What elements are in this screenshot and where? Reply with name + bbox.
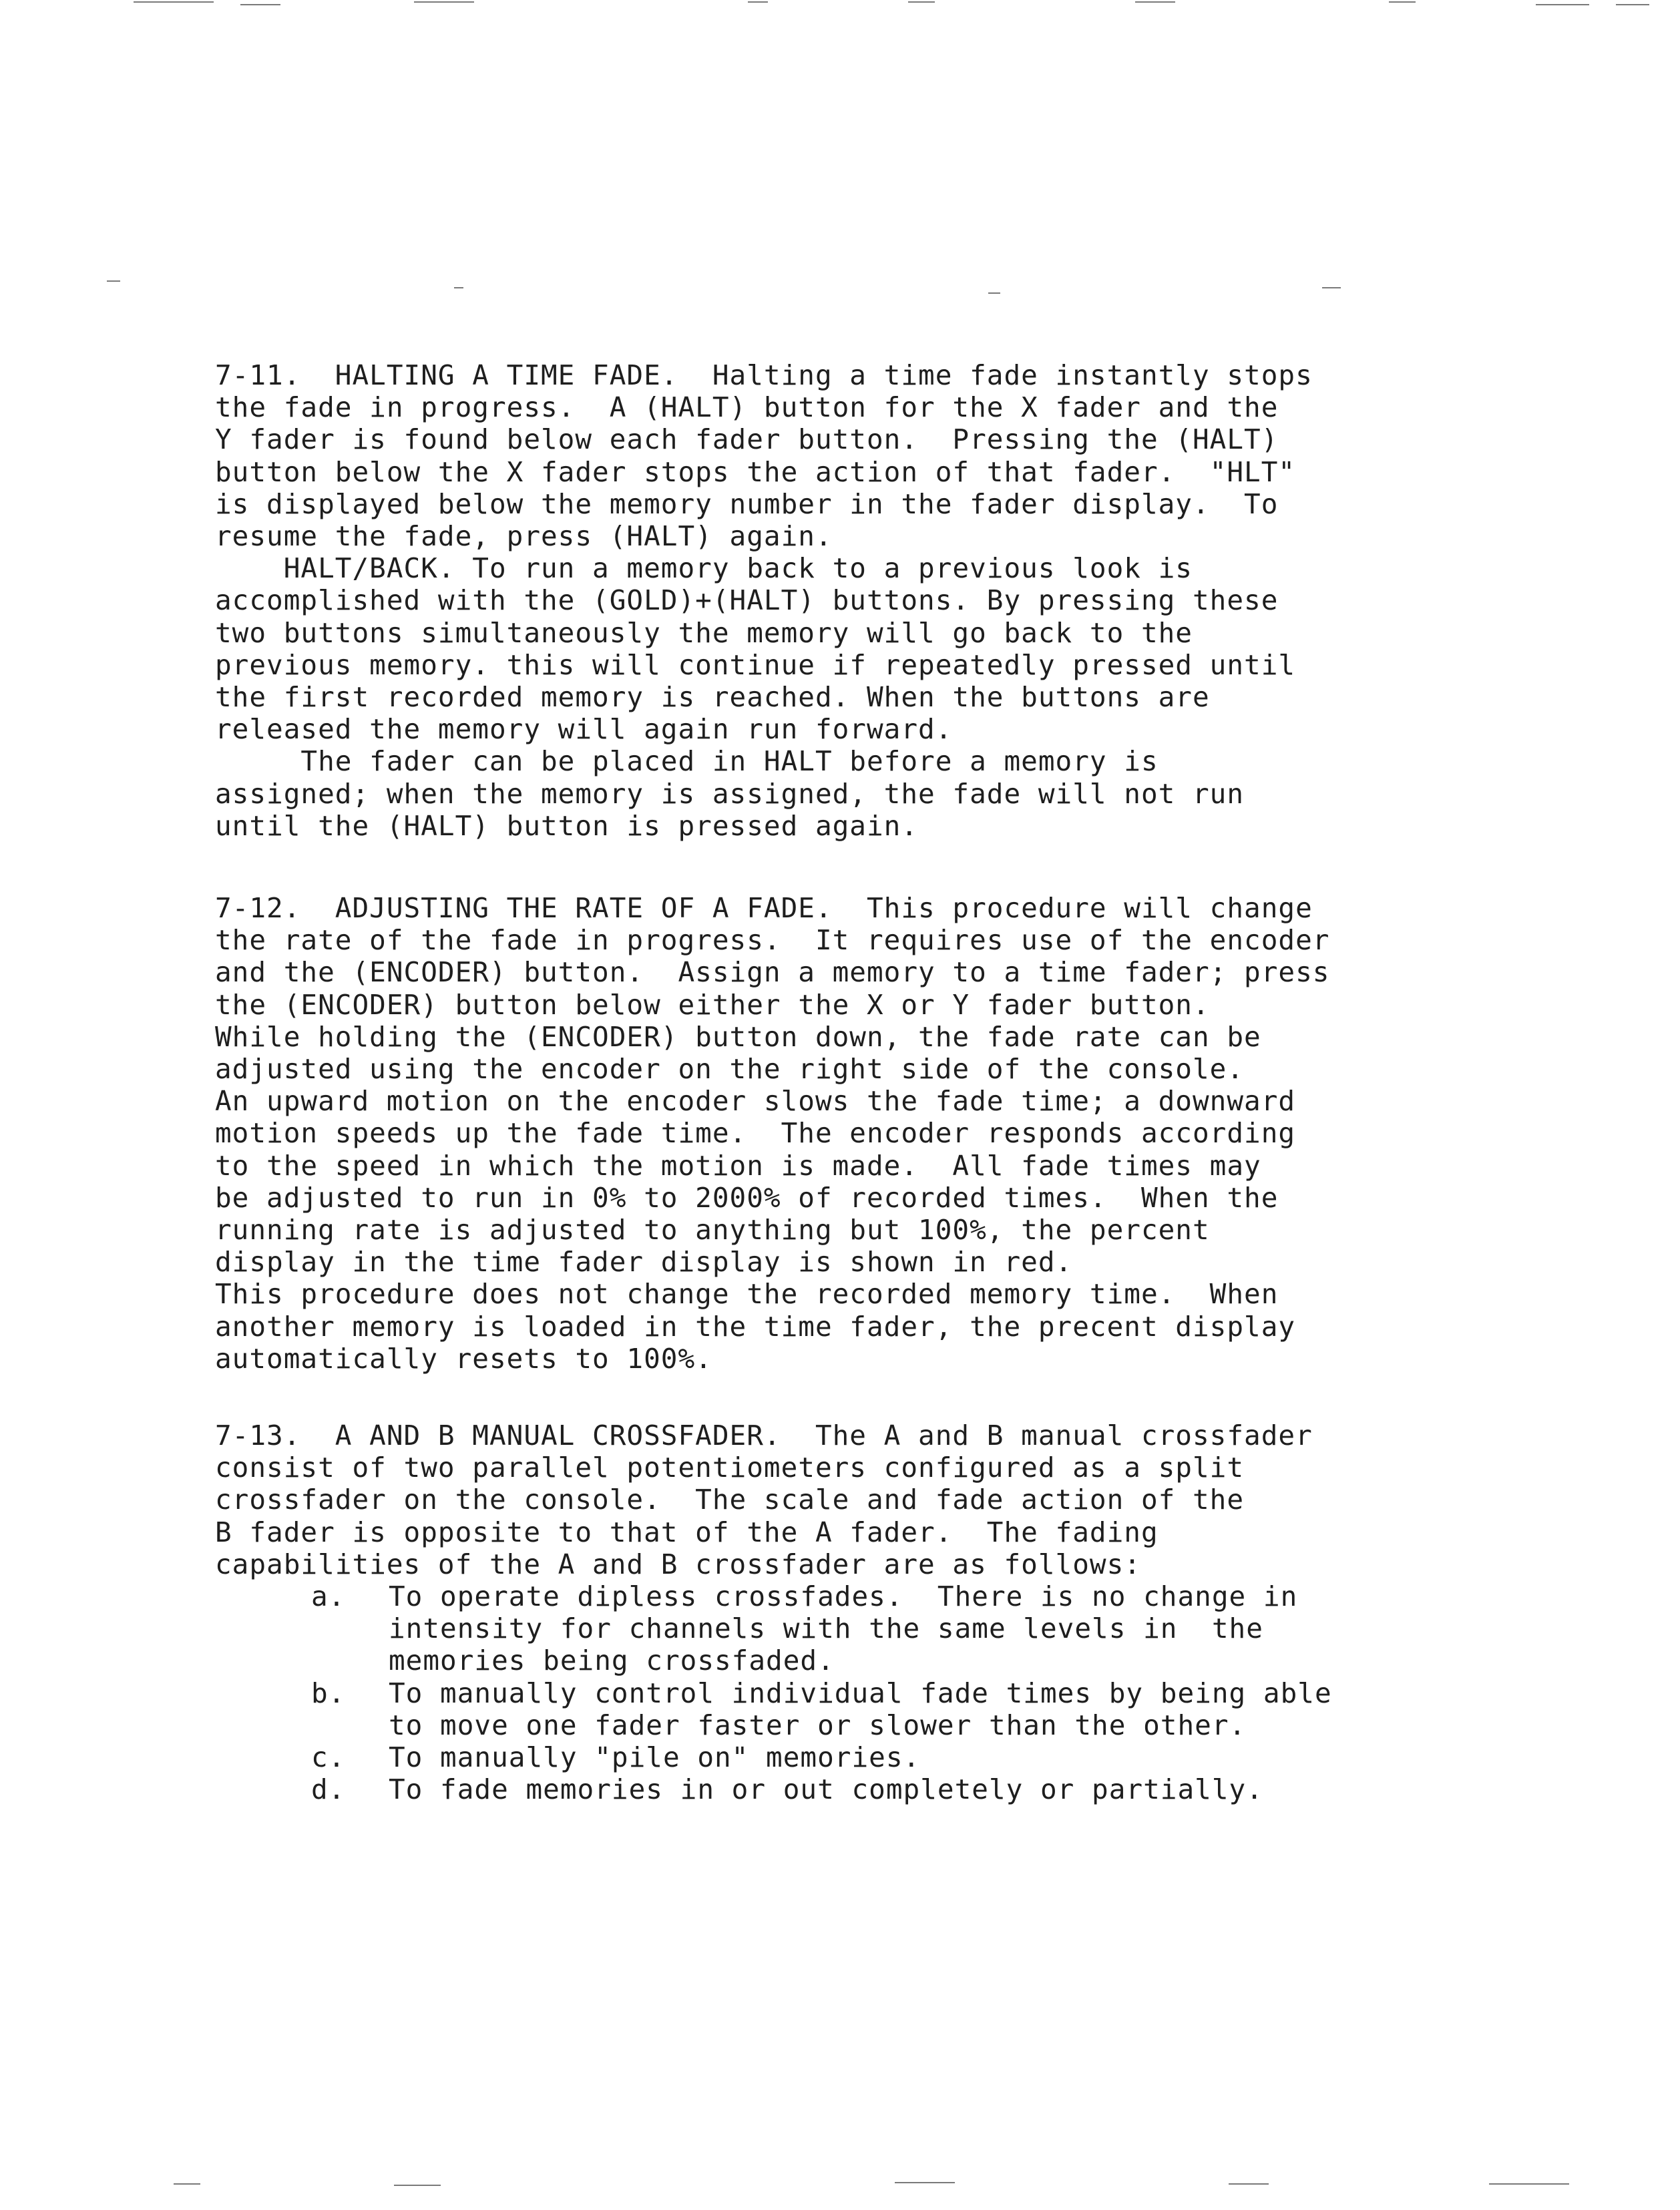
paragraph-line: capabilities of the A and B crossfader are as follows:	[215, 1548, 1141, 1580]
paragraph-line: to the speed in which the motion is made. All fade times may	[215, 1149, 1261, 1182]
paragraph-line: The fader can be placed in HALT before a memory is	[215, 745, 1159, 778]
scan-speck	[174, 2183, 200, 2185]
paragraph-line: adjusted using the encoder on the right side of the console.	[215, 1053, 1245, 1085]
list-item-marker: a.	[311, 1580, 346, 1612]
list-item-line: to move one fader faster or slower than the other.	[389, 1709, 1247, 1741]
scan-speck	[895, 2182, 955, 2183]
paragraph-line: While holding the (ENCODER) button down, the fade rate can be	[215, 1020, 1261, 1053]
paragraph-line: resume the fade, press (HALT) again.	[215, 520, 833, 552]
paragraph-line: This procedure does not change the recorded memory time. When	[215, 1278, 1279, 1311]
paragraph-line: accomplished with the (GOLD)+(HALT) buttons. By pressing these	[215, 584, 1279, 617]
scan-speck	[1322, 287, 1341, 288]
paragraph-line: two buttons simultaneously the memory will go back to the	[215, 616, 1193, 649]
paragraph-line: crossfader on the console. The scale and fade action of the	[215, 1484, 1245, 1516]
paragraph-line: An upward motion on the encoder slows the fade time; a downward	[215, 1085, 1296, 1118]
scan-speck	[1229, 2183, 1269, 2185]
paragraph-line: previous memory. this will continue if repeatedly pressed until	[215, 648, 1296, 681]
list-item-line: memories being crossfaded.	[389, 1644, 835, 1677]
paragraph-line: 7-13. A AND B MANUAL CROSSFADER. The A and B manual crossfader	[215, 1419, 1313, 1452]
paragraph-line: released the memory will again run forward.	[215, 713, 953, 746]
paragraph-line: Y fader is found below each fader button. Pressing the (HALT)	[215, 423, 1279, 456]
paragraph-line: motion speeds up the fade time. The encoder responds according	[215, 1117, 1296, 1150]
paragraph-line: the fade in progress. A (HALT) button for the X fader and the	[215, 391, 1279, 424]
list-item-line: To operate dipless crossfades. There is no change in	[389, 1580, 1298, 1612]
paragraph-line: be adjusted to run in 0% to 2000% of recorded times. When the	[215, 1181, 1279, 1214]
scan-speck	[908, 1, 935, 3]
scan-speck	[394, 2185, 441, 2186]
scan-speck	[134, 1, 214, 3]
paragraph-line: is displayed below the memory number in the fader display. To	[215, 487, 1279, 520]
paragraph-line: until the (HALT) button is pressed again.	[215, 809, 919, 842]
scan-speck	[1616, 4, 1649, 5]
paragraph-line: another memory is loaded in the time fader, the precent display	[215, 1310, 1296, 1343]
scan-speck	[748, 1, 768, 3]
paragraph-line: display in the time fader display is shown in red.	[215, 1246, 1073, 1279]
list-item-marker: d.	[311, 1773, 346, 1806]
scan-speck	[107, 280, 120, 282]
scan-speck	[988, 292, 1000, 294]
list-item-line: intensity for channels with the same levels in the	[389, 1612, 1263, 1645]
scan-speck	[240, 4, 280, 5]
paragraph-line: consist of two parallel potentiometers configured as a split	[215, 1452, 1245, 1484]
list-item-line: To manually "pile on" memories.	[389, 1741, 921, 1773]
scan-speck	[1135, 1, 1175, 3]
list-item-line: To fade memories in or out completely or partially.	[389, 1773, 1263, 1806]
paragraph-line: and the (ENCODER) button. Assign a memory to a time fader; press	[215, 956, 1330, 989]
paragraph-line: the rate of the fade in progress. It requires use of the encoder	[215, 924, 1330, 957]
scan-speck	[1489, 2183, 1569, 2185]
paragraph-line: 7-11. HALTING A TIME FADE. Halting a time fade instantly stops	[215, 359, 1313, 391]
list-item-marker: b.	[311, 1677, 346, 1709]
scan-speck	[454, 287, 463, 288]
scan-speck	[1536, 4, 1589, 5]
paragraph-line: button below the X fader stops the action of that fader. "HLT"	[215, 455, 1296, 488]
paragraph-line: HALT/BACK. To run a memory back to a previous look is	[215, 552, 1193, 585]
paragraph-line: running rate is adjusted to anything but 100%, the percent	[215, 1214, 1210, 1246]
paragraph-line: 7-12. ADJUSTING THE RATE OF A FADE. This procedure will change	[215, 892, 1313, 924]
paragraph-line: the (ENCODER) button below either the X or Y fader button.	[215, 988, 1210, 1021]
list-item-marker: c.	[311, 1741, 346, 1773]
paragraph-line: assigned; when the memory is assigned, the fade will not run	[215, 777, 1245, 810]
paragraph-line: the first recorded memory is reached. When the buttons are	[215, 681, 1210, 713]
paragraph-line: automatically resets to 100%.	[215, 1342, 712, 1375]
list-item-line: To manually control individual fade times by being able	[389, 1677, 1332, 1709]
scan-speck	[414, 1, 474, 3]
paragraph-line: B fader is opposite to that of the A fader. The fading	[215, 1516, 1159, 1548]
scan-speck	[1389, 1, 1416, 3]
